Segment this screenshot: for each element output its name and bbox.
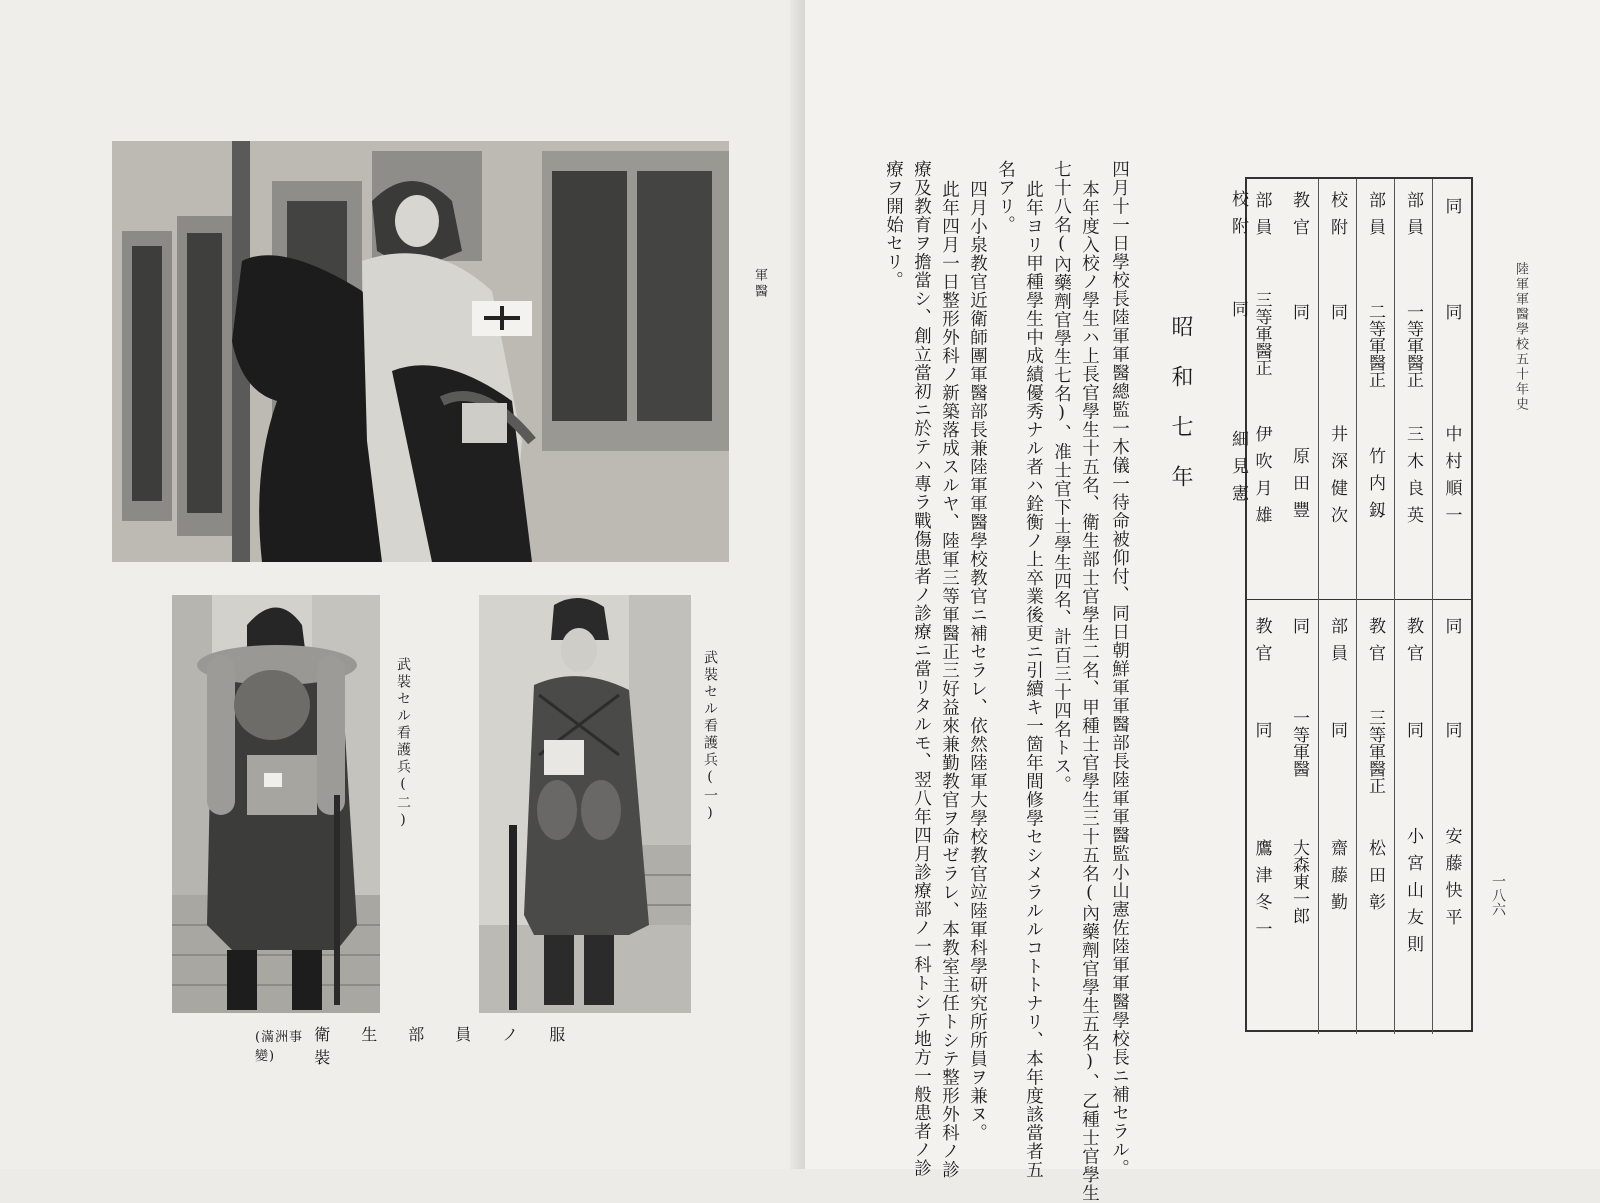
table-rank: 一等軍醫 — [1289, 709, 1309, 777]
era-heading: 昭和七年 — [1168, 315, 1193, 515]
table-role: 部員 — [1251, 191, 1272, 245]
body-text-column: 此年四月一日整形外科ノ新築落成スルヤ、陸軍三等軍醫正三好益來兼勤教官ヲ命ゼラレ、本教室主任トシテ整形外科ノ診 — [939, 180, 960, 1179]
bottom-caption-main: 衛生部員ノ服裝 — [314, 1025, 597, 1067]
table-rank: 同 — [1327, 721, 1347, 738]
body-text-column: 四月小泉教官近衛師團軍醫部長兼陸軍軍醫學校教官ニ補セラレ、依然陸軍大學校教官竝陸軍科學研究所所員ヲ兼ヌ。 — [967, 180, 988, 1142]
table-rank: 三等軍醫正 — [1251, 291, 1272, 376]
table-name: 大森東一郎 — [1289, 839, 1309, 924]
photo-medic-on-horse-image — [112, 141, 729, 562]
table-name: 齋藤勤 — [1327, 839, 1347, 920]
table-name: 安藤快平 — [1441, 827, 1462, 935]
table-column — [1357, 179, 1395, 1034]
caption-armed-nurse-1: 武裝セル看護兵(一) — [702, 650, 718, 824]
table-rank: 同 — [1228, 300, 1248, 317]
table-role: 同 — [1441, 617, 1462, 634]
bottom-caption-sub: (滿洲事變) — [255, 1030, 304, 1064]
table-rank: 一等軍醫正 — [1403, 303, 1423, 388]
table-role: 部員 — [1403, 191, 1423, 245]
personnel-table — [1245, 177, 1473, 1032]
table-extra-name — [1226, 430, 1251, 511]
side-label-military-surgeon: 軍醫 — [752, 268, 767, 300]
table-name: 小宮山友則 — [1403, 827, 1423, 962]
table-name: 中村順一 — [1441, 425, 1462, 533]
table-name: 竹内釼 — [1365, 447, 1385, 528]
bottom-caption — [255, 1025, 600, 1067]
table-extra-column — [1226, 190, 1251, 244]
photo-armed-nurse-front-image — [479, 595, 691, 1013]
table-rank: 三等軍醫正 — [1365, 709, 1385, 794]
photo-armed-nurse-back — [172, 595, 380, 1013]
table-role: 部員 — [1327, 617, 1347, 671]
running-head: 陸軍軍醫學校五十年史 — [1513, 262, 1528, 412]
table-rank: 同 — [1289, 303, 1309, 320]
body-text-column: 療ヲ開始セリ。 — [883, 160, 904, 290]
table-rank: 同 — [1441, 721, 1462, 738]
table-column — [1395, 179, 1433, 1034]
body-text-column: 名アリ。 — [995, 160, 1016, 234]
table-extra-rank — [1226, 300, 1251, 317]
table-role: 教官 — [1251, 617, 1272, 671]
body-text-column: 四月十一日學校長陸軍軍醫總監一木儀一待命被仰付、同日朝鮮軍軍醫部長陸軍軍醫監小山憲佐陸軍軍醫學校長ニ補セラル。 — [1109, 160, 1130, 1178]
table-name: 原田豐 — [1289, 447, 1309, 528]
table-rank: 同 — [1441, 303, 1462, 320]
left-page — [0, 0, 805, 1169]
body-text-column: 本年度入校ノ學生ハ上長官學生十五名、衛生部士官學生二名、甲種士官學生三十五名(內藥劑官學生五名)、乙種士官學生 — [1079, 180, 1100, 1203]
table-role: 部員 — [1365, 191, 1385, 245]
caption-armed-nurse-2: 武裝セル看護兵(二) — [395, 657, 411, 831]
table-rank: 同 — [1251, 721, 1272, 738]
photo-armed-nurse-front — [479, 595, 691, 1013]
photo-medic-on-horse — [112, 141, 729, 562]
table-name: 細見憲 — [1228, 430, 1248, 511]
table-name: 三木良英 — [1403, 425, 1423, 533]
table-rank: 同 — [1403, 721, 1423, 738]
table-role: 教官 — [1403, 617, 1423, 671]
table-rank: 同 — [1327, 303, 1347, 320]
photo-armed-nurse-back-image — [172, 595, 380, 1013]
body-text-column: 此年ヨリ甲種學生中成績優秀ナル者ハ銓衡ノ上卒業後更ニ引續キ一箇年間修學セシメラルルコトトナリ、本年度該當者五 — [1023, 180, 1044, 1179]
table-column — [1433, 179, 1471, 1034]
page-number: 一八六 — [1490, 874, 1506, 916]
table-name: 松田彰 — [1365, 839, 1385, 920]
table-role: 教官 — [1289, 191, 1309, 245]
table-role: 教官 — [1365, 617, 1385, 671]
table-rank: 二等軍醫正 — [1365, 303, 1385, 388]
body-text-column: 七十八名(內藥劑官學生七名)、准士官下士學生四名、計百三十四名トス。 — [1051, 160, 1072, 794]
body-text-column: 療及教育ヲ擔當シ、創立當初ニ於テハ專ラ戰傷患者ノ診療ニ當リタルモ、翌八年四月診療部ノ一科トシテ地方一般患者ノ診 — [911, 160, 932, 1178]
table-role: 校附 — [1327, 191, 1347, 245]
table-name: 鷹津冬一 — [1251, 839, 1272, 947]
table-role: 校附 — [1228, 190, 1248, 244]
table-role: 同 — [1441, 197, 1462, 214]
table-role: 同 — [1289, 617, 1309, 634]
table-column — [1319, 179, 1357, 1034]
table-name: 伊吹月雄 — [1251, 425, 1272, 533]
table-column — [1281, 179, 1319, 1034]
table-name: 井深健次 — [1327, 425, 1347, 533]
